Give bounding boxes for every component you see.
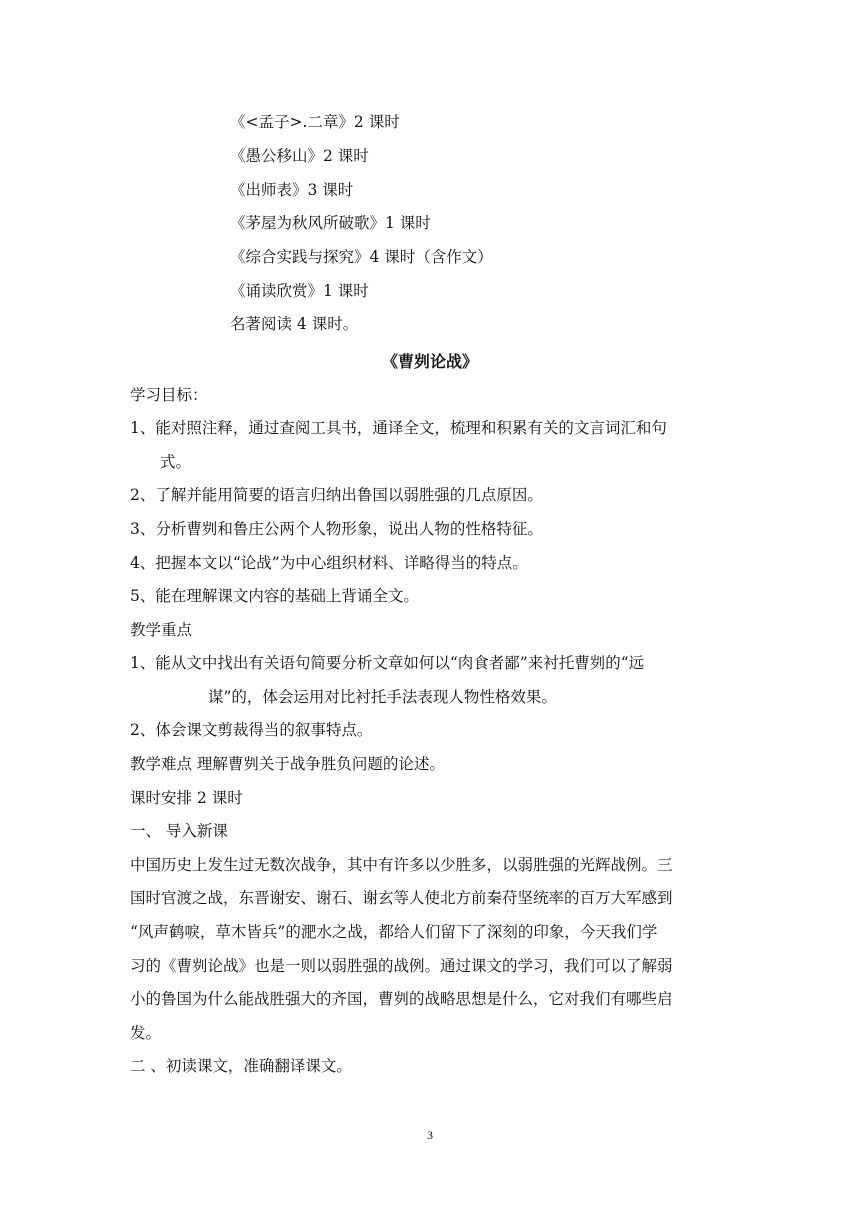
paragraph-line: “风声鹤唳，草木皆兵”的淝水之战，都给人们留下了深刻的印象，今天我们学: [130, 923, 658, 941]
objective-item: 5、能在理解课文内容的基础上背诵全文。: [130, 587, 419, 605]
key-point-item: 2、体会课文剪裁得当的叙事特点。: [130, 721, 373, 739]
paragraph-line: 国时官渡之战，东晋谢安、谢石、谢玄等人使北方前秦苻坚统率的百万大军感到: [130, 889, 673, 907]
objectives-heading: 学习目标：: [130, 386, 208, 404]
schedule-item: 《诵读欣赏》1 课时: [230, 282, 369, 300]
paragraph-line: 发。: [130, 1024, 162, 1042]
key-point-item: 谋”的，体会运用对比衬托手法表现人物性格效果。: [208, 688, 557, 706]
section-heading: 一、 导入新课: [130, 822, 228, 840]
objective-item: 1、能对照注释，通过查阅工具书，通译全文，梳理和积累有关的文言词汇和句: [130, 419, 667, 437]
schedule-item: 名著阅读 4 课时。: [230, 315, 359, 333]
paragraph-line: 习的《曹刿论战》也是一则以弱胜强的战例。通过课文的学习，我们可以了解弱: [130, 957, 673, 975]
objective-item: 3、分析曹刿和鲁庄公两个人物形象，说出人物的性格特征。: [130, 520, 543, 538]
schedule-item: 《愚公移山》2 课时: [230, 147, 369, 165]
key-points-heading: 教学重点: [130, 621, 193, 639]
lesson-title: 《曹刿论战》: [381, 352, 478, 371]
hours-line: 课时安排 2 课时: [130, 789, 243, 807]
difficulty-line: 教学难点 理解曹刿关于战争胜负问题的论述。: [130, 755, 445, 773]
schedule-item: 《出师表》3 课时: [230, 181, 354, 199]
key-point-item: 1、能从文中找出有关语句简要分析文章如何以“肉食者鄙”来衬托曹刿的“远: [130, 654, 645, 672]
paragraph-line: 中国历史上发生过无数次战争，其中有许多以少胜多，以弱胜强的光辉战例。三: [130, 856, 673, 874]
page-number: 3: [427, 1128, 433, 1142]
objective-item: 2、了解并能用简要的语言归纳出鲁国以弱胜强的几点原因。: [130, 486, 543, 504]
schedule-item: 《综合实践与探究》4 课时（含作文）: [230, 248, 493, 266]
paragraph-line: 小的鲁国为什么能战胜强大的齐国，曹刿的战略思想是什么，它对我们有哪些启: [130, 990, 673, 1008]
objective-item: 式。: [160, 453, 192, 471]
section-heading: 二 、初读课文，准确翻译课文。: [130, 1057, 352, 1075]
schedule-item: 《茅屋为秋风所破歌》1 课时: [230, 214, 431, 232]
objective-item: 4、把握本文以“论战”为中心组织材料、详略得当的特点。: [130, 554, 528, 572]
schedule-item: 《<孟子>.二章》2 课时: [230, 113, 400, 131]
